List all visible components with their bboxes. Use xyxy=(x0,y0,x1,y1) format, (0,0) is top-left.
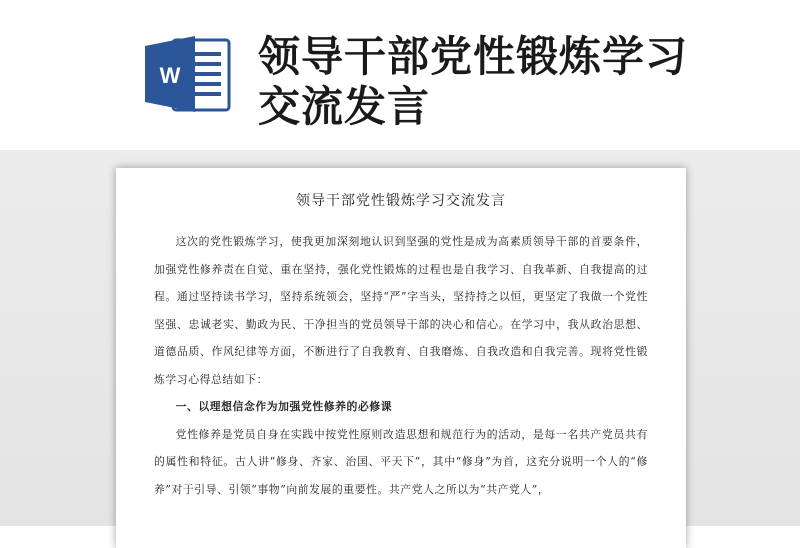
paragraph: 党性修养是党员自身在实践中按党性原则改造思想和规范行为的活动，是每一名共产党员共有的属性和特征。古人讲“修身、齐家、治国、平天下”，其中“修身”为首，这充分说明一个人的“修养”对于引导、引领“事物”向前发展的重要性。共产党人之所以为“共产党人”， xyxy=(154,427,648,496)
document-title: 领导干部党性锻炼学习交流发言 xyxy=(296,193,506,209)
svg-text:W: W xyxy=(159,63,181,88)
section-heading: 一、以理想信念作为加强党性修养的必修课 xyxy=(175,400,393,413)
paragraph: 这次的党性锻炼学习，使我更加深刻地认识到坚强的党性是成为高素质领导干部的首要条件，加强党性修养责在自觉、重在坚持，强化党性锻炼的过程也是自我学习、自我革新、自我提高的过程。通过坚持读书学习，坚持系统领会，坚持“严”字当头，坚持持之以恒，更坚定了我做一个党性坚强、忠诚老实、勤政为民、干净担当的党员领导干部的决心和信心。在学习中，我从政治思想、道德品质、作风纪律等方面，不断进行了自我教育、自我磨炼、自我改造和自我完善。现将党性锻炼学习心得总结如下： xyxy=(154,235,648,386)
document-body xyxy=(154,228,648,503)
word-icon xyxy=(143,34,233,114)
document-page xyxy=(116,168,686,548)
cover-header xyxy=(0,0,800,150)
page-title: 领导干部党性锻炼学习交流发言 xyxy=(258,32,689,131)
